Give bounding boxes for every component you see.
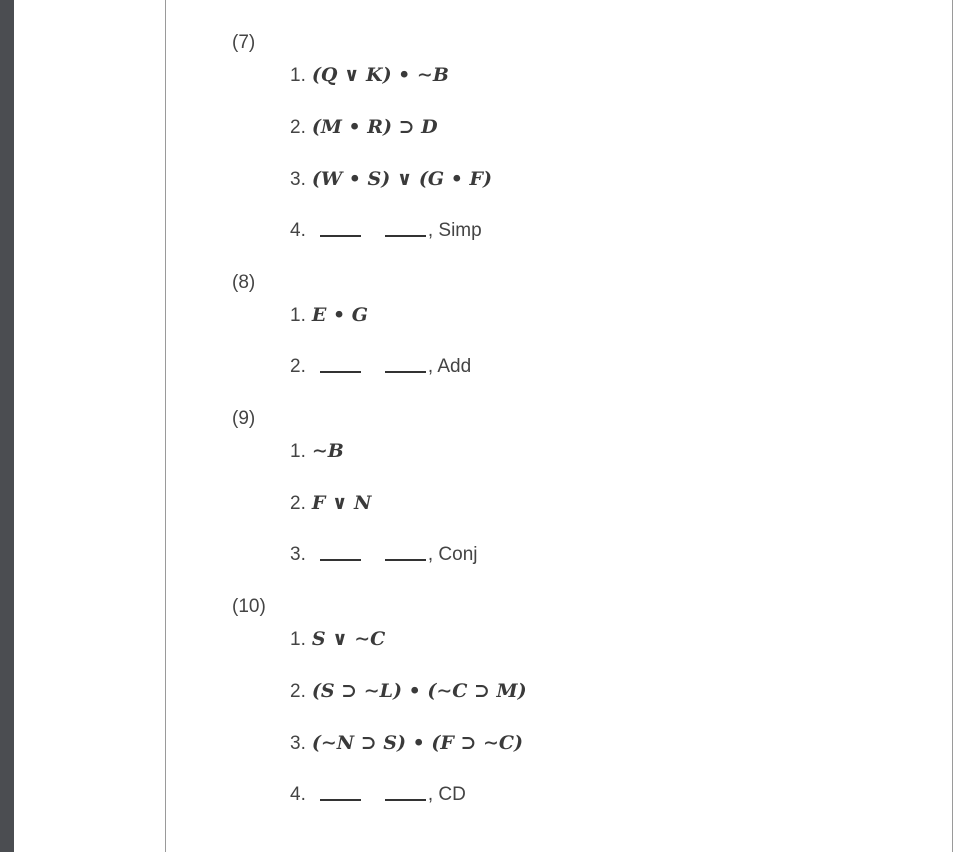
- line-number: 2.: [290, 356, 306, 377]
- line-number: 4.: [290, 220, 306, 241]
- proof-line: [290, 731, 523, 755]
- document-page: [165, 0, 953, 852]
- answer-blank[interactable]: [320, 371, 361, 373]
- viewer-left-edge: [0, 0, 14, 852]
- line-number: 1.: [290, 629, 306, 650]
- answer-blank[interactable]: [320, 799, 361, 801]
- line-number: 3.: [290, 169, 306, 190]
- answer-blank[interactable]: [385, 799, 426, 801]
- formula: ∼B: [311, 440, 344, 462]
- proof-line: [290, 115, 438, 139]
- answer-blank[interactable]: [320, 235, 361, 237]
- formula: (∼N ⊃ S) • (F ⊃ ∼C): [311, 732, 524, 754]
- line-number: 2.: [290, 493, 306, 514]
- line-number: 3.: [290, 733, 306, 754]
- viewer-gutter: [14, 0, 165, 852]
- formula: (W • S) ∨ (G • F): [311, 168, 492, 190]
- proof-line: [290, 355, 471, 379]
- problem-number: (7): [232, 32, 256, 53]
- viewer-right-edge: [953, 0, 962, 852]
- proof-line: [290, 627, 385, 651]
- proof-line: [290, 439, 344, 463]
- problem-number: (9): [232, 408, 256, 429]
- formula: F ∨ N: [311, 492, 372, 514]
- proof-line: [290, 679, 527, 703]
- proof-line: [290, 219, 482, 243]
- problem-number: (10): [232, 596, 266, 617]
- proof-line: [290, 303, 368, 327]
- line-number: 2.: [290, 117, 306, 138]
- rule-label: , Simp: [427, 220, 482, 241]
- line-number: 1.: [290, 441, 306, 462]
- proof-line: [290, 543, 478, 567]
- formula: (S ⊃ ∼L) • (∼C ⊃ M): [311, 680, 527, 702]
- line-number: 2.: [290, 681, 306, 702]
- formula: E • G: [311, 304, 368, 326]
- formula: (M • R) ⊃ D: [311, 116, 438, 138]
- formula: S ∨ ∼C: [311, 628, 386, 650]
- line-number: 4.: [290, 784, 306, 805]
- answer-blank[interactable]: [385, 235, 426, 237]
- line-number: 1.: [290, 65, 306, 86]
- answer-blank[interactable]: [320, 559, 361, 561]
- formula: (Q ∨ K) • ∼B: [311, 64, 449, 86]
- problem-number: (8): [232, 272, 256, 293]
- line-number: 3.: [290, 544, 306, 565]
- rule-label: , CD: [427, 784, 466, 805]
- proof-line: [290, 783, 466, 807]
- proof-line: [290, 167, 492, 191]
- rule-label: , Add: [427, 356, 472, 377]
- answer-blank[interactable]: [385, 559, 426, 561]
- line-number: 1.: [290, 305, 306, 326]
- answer-blank[interactable]: [385, 371, 426, 373]
- rule-label: , Conj: [427, 544, 478, 565]
- proof-line: [290, 491, 371, 515]
- proof-line: [290, 63, 449, 87]
